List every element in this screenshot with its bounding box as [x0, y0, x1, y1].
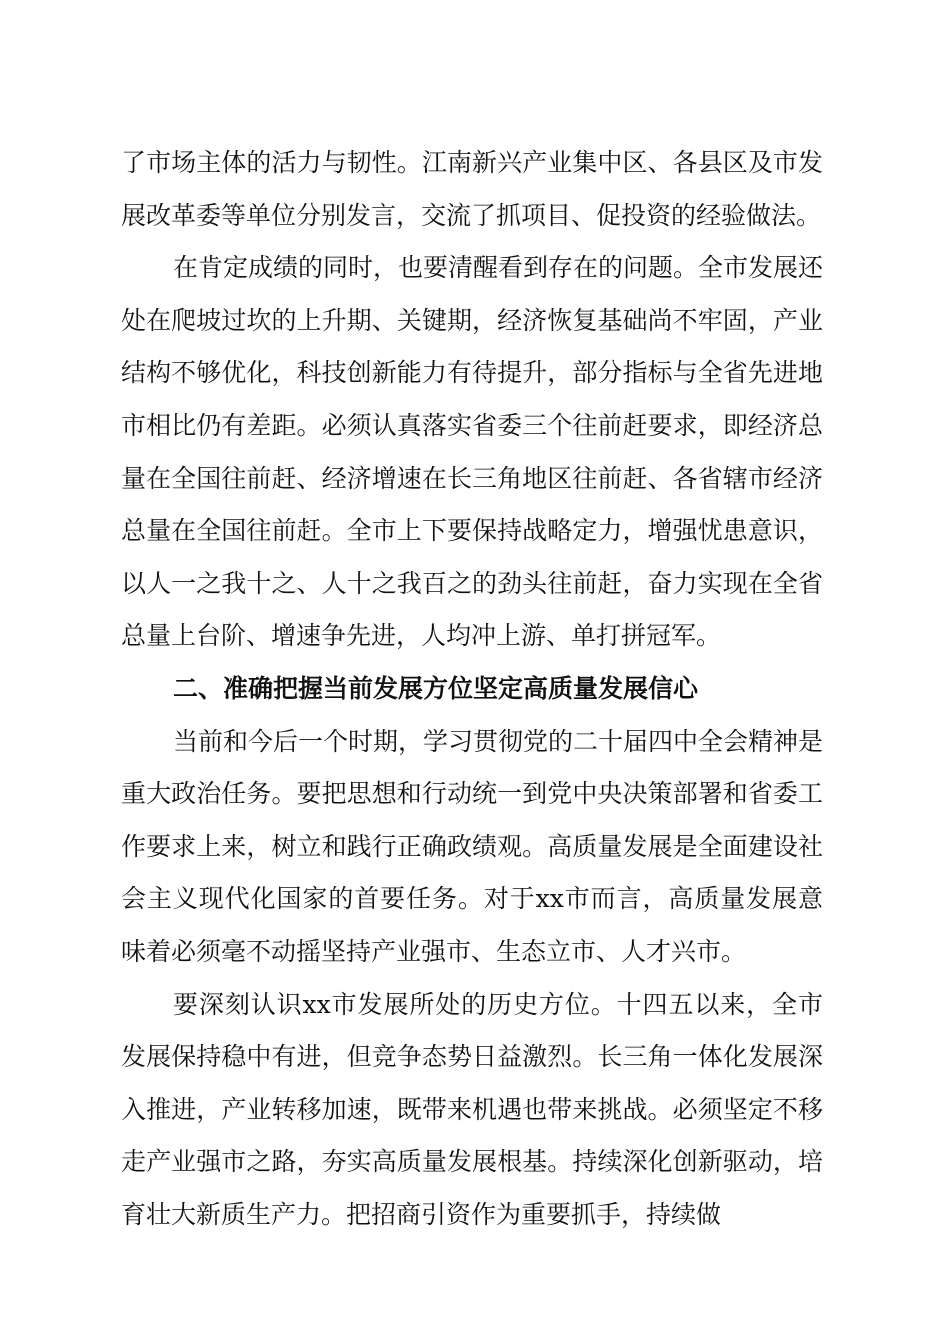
paragraph-current-period: 当前和今后一个时期，学习贯彻党的二十届四中全会精神是重大政治任务。要把思想和行动统一到党中央决策部署和省委工作要求上来，树立和践行正确政绩观。高质量发展是全面建设社会主义现代化国家的首要任务。对于xx市而言，高质量发展意味着必须毫不动摇坚持产业强市、生态立市、人才兴市。: [121, 726, 824, 966]
paragraph-historical-position: 要深刻认识xx市发展所处的历史方位。十四五以来，全市发展保持稳中有进，但竞争态势日益激烈。长三角一体化发展深入推进，产业转移加速，既带来机遇也带来挑战。必须坚定不移走产业强市之路，夯实高质量发展根基。持续深化创新驱动，培育壮大新质生产力。把招商引资作为重要抓手，持续做: [121, 989, 823, 1229]
section-heading: 二、准确把握当前发展方位坚定高质量发展信心: [173, 673, 699, 703]
document-body: [121, 137, 823, 1241]
paragraph-continuation: 了市场主体的活力与韧性。江南新兴产业集中区、各县区及市发展改革委等单位分别发言，交流了抓项目、促投资的经验做法。: [121, 148, 823, 230]
paragraph-problems: 在肯定成绩的同时，也要清醒看到存在的问题。全市发展还处在爬坡过坎的上升期、关键期，经济恢复基础尚不牢固，产业结构不够优化，科技创新能力有待提升，部分指标与全省先进地市相比仍有差距。必须认真落实省委三个往前赶要求，即经济总量在全国往前赶、经济增速在长三角地区往前赶、各省辖市经济总量在全国往前赶。全市上下要保持战略定力，增强忧患意识，以人一之我十之、人十之我百之的劲头往前赶，奋力实现在全省总量上台阶、增速争先进，人均冲上游、单打拼冠军。: [121, 253, 824, 651]
